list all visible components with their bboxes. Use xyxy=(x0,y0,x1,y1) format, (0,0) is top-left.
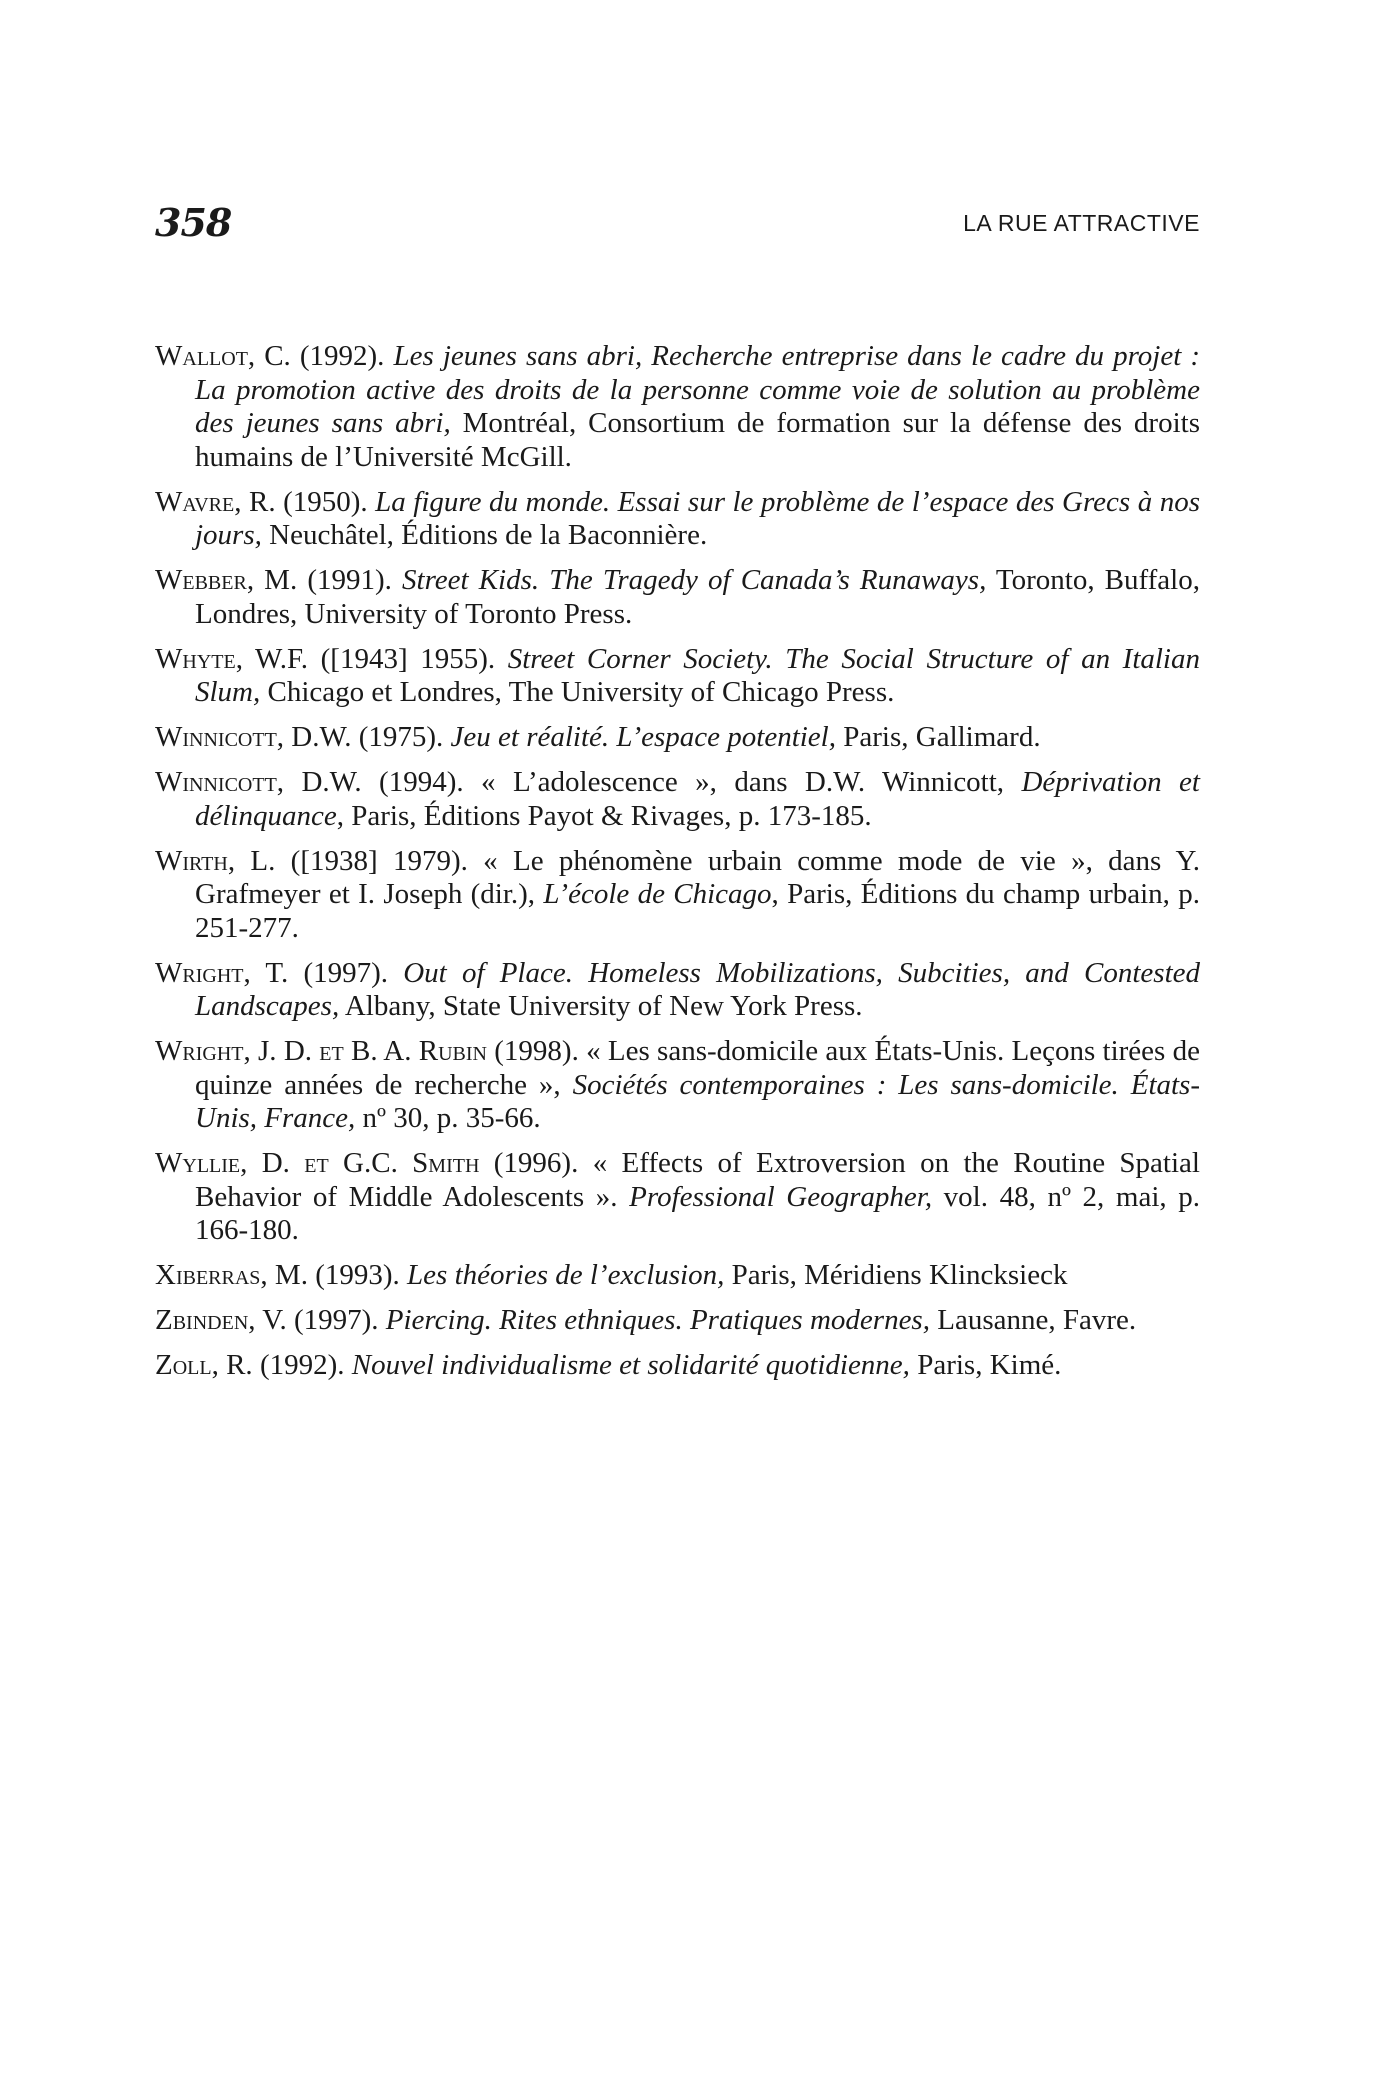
reference-author: Wyllie, D. et G.C. Smith xyxy=(155,1147,480,1179)
reference-year: (1950). xyxy=(275,485,376,518)
reference-details: Toronto, Buffalo, Londres, University of Toronto Press. xyxy=(195,564,1200,630)
reference-author: Webber, M. xyxy=(155,564,298,596)
reference-title: Street Corner Society. The Social Structure of an Italian Slum, xyxy=(195,642,1200,708)
reference-year: (1994). xyxy=(361,766,482,798)
reference-details: nº 30, p. 35-66. xyxy=(355,1102,541,1134)
page-header xyxy=(155,200,1200,260)
reference-article: « L’adolescence », dans D.W. Winnicott, xyxy=(481,766,1022,798)
running-title: LA RUE ATTRACTIVE xyxy=(963,210,1200,236)
reference-author: Wavre, R. xyxy=(155,485,276,518)
reference-title: Jeu et réalité. L’espace potentiel, xyxy=(450,721,836,753)
reference-author: Zoll, R. xyxy=(155,1349,253,1381)
reference-details: Albany, State University of New York Press. xyxy=(339,990,863,1022)
reference-author: Wirth, L. xyxy=(155,844,276,877)
reference-title: Déprivation et délinquance xyxy=(195,766,1200,832)
reference-title: Les théories de l’exclusion, xyxy=(407,1259,725,1291)
reference-entry xyxy=(155,1035,1200,1136)
reference-year: (1975). xyxy=(351,721,451,753)
reference-entry xyxy=(155,845,1200,946)
reference-author: Wright, J. D. et B. A. Rubin xyxy=(155,1035,487,1067)
reference-author: Whyte, W.F. xyxy=(155,642,309,675)
reference-author: Wallot, C. xyxy=(155,340,291,372)
reference-article: « Les sans-domicile aux États-Unis. Leçons tirées de quinze années de recherche », xyxy=(195,1035,1200,1101)
reference-year: ([1938] 1979). xyxy=(275,844,484,877)
reference-year: (1991). xyxy=(297,564,403,596)
reference-details: Lausanne, Favre. xyxy=(929,1304,1137,1336)
reference-year: ([1943] 1955). xyxy=(308,642,508,675)
reference-year: (1996). xyxy=(479,1147,593,1179)
reference-entry xyxy=(155,486,1200,553)
reference-entry xyxy=(155,340,1200,474)
reference-details: , Paris, Éditions Payot & Rivages, p. 173-185. xyxy=(336,799,872,832)
reference-details: Chicago et Londres, The University of Chicago Press. xyxy=(260,676,895,708)
reference-entry xyxy=(155,1147,1200,1248)
reference-details: vol. 48, nº 2, mai, p. 166-180. xyxy=(195,1180,1200,1246)
reference-author: Zbinden, V. xyxy=(155,1304,287,1336)
reference-article: « Le phénomène urbain comme mode de vie », dans Y. Grafmeyer et I. Joseph (dir.), xyxy=(195,844,1200,910)
reference-author: Xiberras, M. xyxy=(155,1259,308,1291)
reference-year: (1993). xyxy=(307,1259,408,1291)
reference-title: La figure du monde. Essai sur le problème de l’espace des Grecs à nos jours, xyxy=(195,485,1200,551)
reference-article: « Effects of Extroversion on the Routine Spatial Behavior of Middle Adolescents ». xyxy=(195,1147,1200,1213)
reference-author: Winnicott, D.W. xyxy=(155,721,352,753)
reference-details: Neuchâtel, Éditions de la Baconnière. xyxy=(261,519,708,551)
reference-details: Paris, Méridiens Klincksieck xyxy=(724,1259,1068,1291)
reference-title: Sociétés contemporaines : Les sans-domicile. États-Unis, France, xyxy=(195,1068,1200,1134)
reference-year: (1997). xyxy=(288,956,404,989)
reference-entry xyxy=(155,1349,1200,1383)
reference-year: (1992). xyxy=(290,340,394,372)
reference-details: Montréal, Consortium de formation sur la défense des droits humains de l’Université McGill. xyxy=(195,407,1200,473)
reference-entry xyxy=(155,1259,1200,1293)
reference-entry xyxy=(155,643,1200,710)
reference-author: Wright, T. xyxy=(155,956,289,989)
reference-title: Out of Place. Homeless Mobilizations, Subcities, and Contested Landscapes, xyxy=(195,956,1201,1022)
reference-details: Paris, Kimé. xyxy=(909,1349,1062,1381)
page-number: 358 xyxy=(155,200,232,245)
reference-list xyxy=(155,340,1200,1394)
reference-author: Winnicott, D.W. xyxy=(155,766,362,798)
reference-details: , Paris, Éditions du champ urbain, p. 251-277. xyxy=(195,878,1201,944)
reference-title: Nouvel individualisme et solidarité quotidienne, xyxy=(351,1349,910,1381)
reference-title: L’école de Chicago xyxy=(543,878,772,910)
reference-title: Piercing. Rites ethniques. Pratiques modernes, xyxy=(385,1304,930,1336)
reference-title: Professional Geographer, xyxy=(629,1180,933,1213)
reference-year: (1992). xyxy=(252,1349,352,1381)
reference-entry xyxy=(155,957,1200,1024)
reference-entry xyxy=(155,766,1200,833)
reference-entry xyxy=(155,721,1200,755)
reference-entry xyxy=(155,1304,1200,1338)
reference-details: Paris, Gallimard. xyxy=(836,721,1041,753)
reference-year: (1997). xyxy=(286,1304,386,1336)
reference-title: Les jeunes sans abri, Recherche entreprise dans le cadre du projet : La promotion active des droits de la personne comme voie de solution au problème des jeunes sans abri, xyxy=(195,340,1200,439)
reference-title: Street Kids. The Tragedy of Canada’s Runaways, xyxy=(402,564,987,596)
reference-entry xyxy=(155,564,1200,631)
reference-year: (1998). xyxy=(486,1035,587,1067)
